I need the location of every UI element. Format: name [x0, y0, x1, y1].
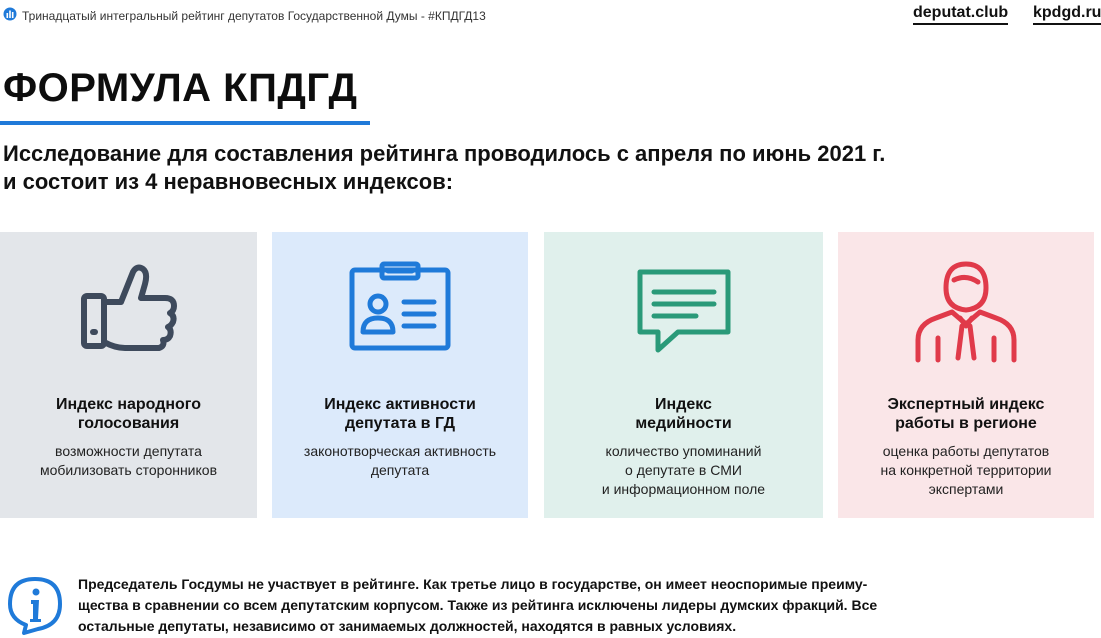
card-title: Индекс медийности [635, 396, 732, 432]
card-description: количество упоминаний о депутате в СМИ и информационном поле [601, 443, 766, 497]
card-activity [272, 232, 528, 518]
thumbs-up-icon [79, 260, 179, 356]
note-line: щества в сравнении со всем депутатским корпусом. Также из рейтинга исключены лидеры думских фракций. Все [78, 597, 878, 613]
subtitle-line: Исследование для составления рейтинга проводилось с апреля по июнь 2021 г. [3, 141, 886, 166]
id-card-icon [348, 260, 452, 352]
info-icon [6, 575, 64, 635]
deputat-club-link[interactable]: deputat.club [913, 3, 1008, 25]
title-underline [0, 121, 370, 125]
card-title: Экспертный индекс работы в регионе [887, 396, 1045, 432]
person-suit-icon [914, 260, 1018, 364]
header-title: Тринадцатый интегральный рейтинг депутатов Государственной Думы - #КПДГД13 [22, 9, 486, 23]
speech-bubble-icon [636, 260, 732, 356]
subtitle [3, 140, 1063, 196]
chart-logo-icon [3, 7, 17, 21]
card-description: оценка работы депутатов на конкретной территории экспертами [880, 443, 1052, 497]
card-people-vote [0, 232, 257, 518]
note-line: остальные депутаты, независимо от занимаемых должностей, находятся в равных условиях. [78, 618, 737, 634]
kpdgd-link[interactable]: kpdgd.ru [1033, 3, 1101, 25]
card-title: Индекс народного голосования [55, 396, 202, 432]
card-description: возможности депутата мобилизовать сторонников [39, 443, 218, 478]
card-media [544, 232, 823, 518]
note-line: Председатель Госдумы не участвует в рейтинге. Как третье лицо в государстве, он имеет неоспоримые преиму- [78, 576, 868, 592]
top-bar [0, 0, 1101, 30]
card-expert [838, 232, 1094, 518]
card-description: законотворческая активность депутата [303, 443, 497, 478]
subtitle-line: и состоит из 4 неравновесных индексов: [3, 169, 454, 194]
note-text [78, 574, 938, 637]
page-title: ФОРМУЛА КПДГД [3, 66, 358, 110]
card-title: Индекс активности депутата в ГД [324, 396, 476, 432]
